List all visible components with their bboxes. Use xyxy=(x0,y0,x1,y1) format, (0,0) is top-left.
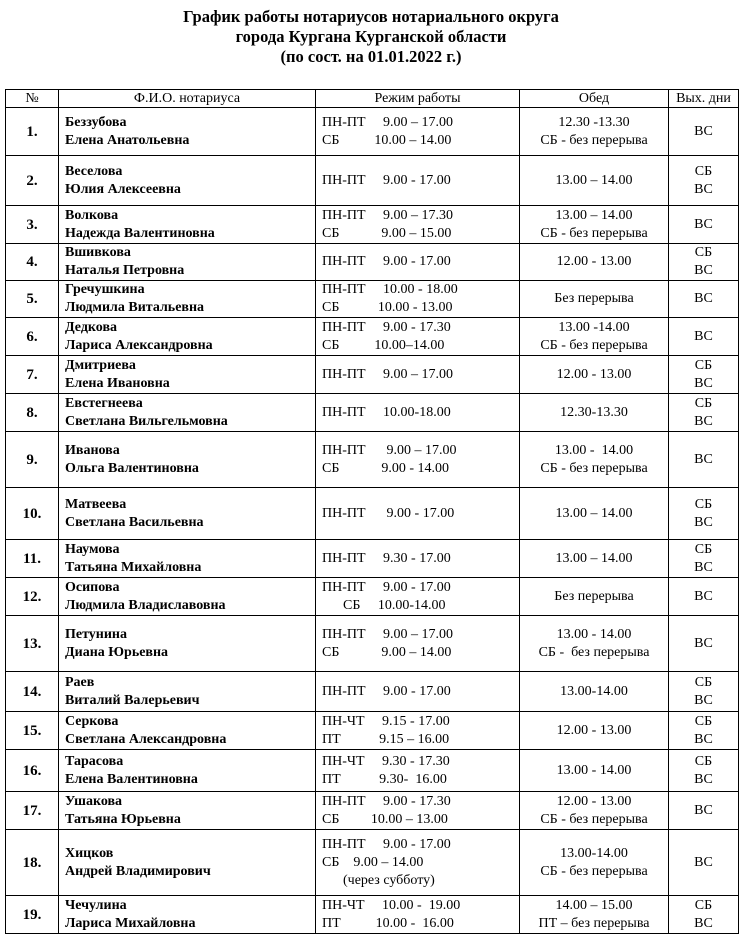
table-row xyxy=(6,156,739,206)
table-row xyxy=(6,540,739,578)
days-off: СБ ВС xyxy=(669,750,739,792)
table-row xyxy=(6,578,739,616)
work-schedule: ПН-ПТ 9.30 - 17.00 xyxy=(316,540,520,578)
lunch-break: 12.00 - 13.00 xyxy=(520,356,669,394)
notary-name: Осипова Людмила Владиславовна xyxy=(59,578,316,616)
work-schedule: ПН-ПТ 9.00 – 17.30 СБ 9.00 – 15.00 xyxy=(316,206,520,244)
lunch-break: 13.00 -14.00 СБ - без перерыва xyxy=(520,318,669,356)
work-schedule: ПН-ЧТ 9.30 - 17.30 ПТ 9.30- 16.00 xyxy=(316,750,520,792)
work-schedule: ПН-ПТ 9.00 - 17.00 xyxy=(316,156,520,206)
header-days-off: Вых. дни xyxy=(669,90,739,108)
days-off: ВС xyxy=(669,318,739,356)
title-line-1: График работы нотариусов нотариального округа xyxy=(183,7,559,26)
header-schedule: Режим работы xyxy=(316,90,520,108)
table-row xyxy=(6,616,739,672)
days-off: СБ ВС xyxy=(669,712,739,750)
table-row xyxy=(6,750,739,792)
notary-name: Петунина Диана Юрьевна xyxy=(59,616,316,672)
lunch-break: 12.00 - 13.00 СБ - без перерыва xyxy=(520,792,669,830)
row-number: 11. xyxy=(6,540,59,578)
notary-name: Гречушкина Людмила Витальевна xyxy=(59,281,316,318)
table-row xyxy=(6,672,739,712)
days-off: ВС xyxy=(669,830,739,896)
row-number: 18. xyxy=(6,830,59,896)
title-line-2: города Кургана Курганской области xyxy=(235,27,507,46)
work-schedule: ПН-ПТ 9.00 – 17.00 xyxy=(316,356,520,394)
lunch-break: 13.00 – 14.00 СБ - без перерыва xyxy=(520,206,669,244)
lunch-break: 13.00 – 14.00 xyxy=(520,488,669,540)
row-number: 12. xyxy=(6,578,59,616)
notary-schedule-table xyxy=(5,89,739,934)
table-row xyxy=(6,108,739,156)
lunch-break: 12.00 - 13.00 xyxy=(520,244,669,281)
notary-name: Хицков Андрей Владимирович xyxy=(59,830,316,896)
lunch-break: 13.00-14.00 СБ - без перерыва xyxy=(520,830,669,896)
days-off: СБ ВС xyxy=(669,394,739,432)
work-schedule: ПН-ПТ 9.00 - 17.00 xyxy=(316,672,520,712)
notary-name: Дмитриева Елена Ивановна xyxy=(59,356,316,394)
notary-name: Иванова Ольга Валентиновна xyxy=(59,432,316,488)
row-number: 17. xyxy=(6,792,59,830)
lunch-break: 13.00 – 14.00 xyxy=(520,540,669,578)
notary-name: Чечулина Лариса Михайловна xyxy=(59,896,316,934)
row-number: 2. xyxy=(6,156,59,206)
table-row xyxy=(6,206,739,244)
table-row xyxy=(6,896,739,934)
notary-name: Беззубова Елена Анатольевна xyxy=(59,108,316,156)
notary-name: Дедкова Лариса Александровна xyxy=(59,318,316,356)
days-off: СБ ВС xyxy=(669,156,739,206)
row-number: 9. xyxy=(6,432,59,488)
row-number: 13. xyxy=(6,616,59,672)
notary-name: Матвеева Светлана Васильевна xyxy=(59,488,316,540)
days-off: ВС xyxy=(669,792,739,830)
lunch-break: 13.00 - 14.00 xyxy=(520,750,669,792)
lunch-break: 12.30-13.30 xyxy=(520,394,669,432)
work-schedule: ПН-ПТ 10.00 - 18.00 СБ 10.00 - 13.00 xyxy=(316,281,520,318)
row-number: 6. xyxy=(6,318,59,356)
row-number: 10. xyxy=(6,488,59,540)
notary-name: Веселова Юлия Алексеевна xyxy=(59,156,316,206)
row-number: 4. xyxy=(6,244,59,281)
lunch-break: 12.30 -13.30 СБ - без перерыва xyxy=(520,108,669,156)
days-off: ВС xyxy=(669,108,739,156)
notary-name: Волкова Надежда Валентиновна xyxy=(59,206,316,244)
table-row xyxy=(6,281,739,318)
work-schedule: ПН-ПТ 10.00-18.00 xyxy=(316,394,520,432)
lunch-break: 13.00 - 14.00 СБ - без перерыва xyxy=(520,616,669,672)
table-header-row xyxy=(6,90,739,108)
notary-name: Серкова Светлана Александровна xyxy=(59,712,316,750)
days-off: ВС xyxy=(669,578,739,616)
table-row xyxy=(6,830,739,896)
row-number: 8. xyxy=(6,394,59,432)
header-lunch: Обед xyxy=(520,90,669,108)
work-schedule: ПН-ПТ 9.00 - 17.00 xyxy=(316,244,520,281)
table-row xyxy=(6,488,739,540)
work-schedule: ПН-ПТ 9.00 – 17.00 СБ 9.00 – 14.00 xyxy=(316,616,520,672)
notary-name: Евстегнеева Светлана Вильгельмовна xyxy=(59,394,316,432)
header-number: № xyxy=(6,90,59,108)
row-number: 3. xyxy=(6,206,59,244)
days-off: СБ ВС xyxy=(669,244,739,281)
days-off: СБ ВС xyxy=(669,672,739,712)
table-row xyxy=(6,432,739,488)
days-off: ВС xyxy=(669,281,739,318)
notary-name: Вшивкова Наталья Петровна xyxy=(59,244,316,281)
table-row xyxy=(6,244,739,281)
header-name: Ф.И.О. нотариуса xyxy=(59,90,316,108)
row-number: 5. xyxy=(6,281,59,318)
table-row xyxy=(6,394,739,432)
work-schedule: ПН-ЧТ 9.15 - 17.00 ПТ 9.15 – 16.00 xyxy=(316,712,520,750)
table-row xyxy=(6,356,739,394)
lunch-break: 13.00 – 14.00 xyxy=(520,156,669,206)
days-off: СБ ВС xyxy=(669,356,739,394)
row-number: 19. xyxy=(6,896,59,934)
lunch-break: 12.00 - 13.00 xyxy=(520,712,669,750)
row-number: 15. xyxy=(6,712,59,750)
row-number: 14. xyxy=(6,672,59,712)
table-row xyxy=(6,318,739,356)
work-schedule: ПН-ПТ 9.00 - 17.30 СБ 10.00–14.00 xyxy=(316,318,520,356)
row-number: 1. xyxy=(6,108,59,156)
lunch-break: Без перерыва xyxy=(520,578,669,616)
notary-name: Тарасова Елена Валентиновна xyxy=(59,750,316,792)
work-schedule: ПН-ПТ 9.00 – 17.00 СБ 9.00 - 14.00 xyxy=(316,432,520,488)
table-row xyxy=(6,792,739,830)
title-line-3: (по сост. на 01.01.2022 г.) xyxy=(280,47,462,66)
work-schedule: ПН-ПТ 9.00 - 17.00 xyxy=(316,488,520,540)
lunch-break: 13.00 - 14.00 СБ - без перерыва xyxy=(520,432,669,488)
work-schedule: ПН-ПТ 9.00 - 17.00 СБ 9.00 – 14.00 (через субботу) xyxy=(316,830,520,896)
lunch-break: Без перерыва xyxy=(520,281,669,318)
work-schedule: ПН-ЧТ 10.00 - 19.00 ПТ 10.00 - 16.00 xyxy=(316,896,520,934)
row-number: 7. xyxy=(6,356,59,394)
work-schedule: ПН-ПТ 9.00 - 17.00 СБ 10.00-14.00 xyxy=(316,578,520,616)
notary-name: Раев Виталий Валерьевич xyxy=(59,672,316,712)
days-off: ВС xyxy=(669,432,739,488)
lunch-break: 13.00-14.00 xyxy=(520,672,669,712)
work-schedule: ПН-ПТ 9.00 - 17.30 СБ 10.00 – 13.00 xyxy=(316,792,520,830)
row-number: 16. xyxy=(6,750,59,792)
days-off: СБ ВС xyxy=(669,540,739,578)
table-row xyxy=(6,712,739,750)
days-off: СБ ВС xyxy=(669,896,739,934)
notary-name: Наумова Татьяна Михайловна xyxy=(59,540,316,578)
days-off: ВС xyxy=(669,616,739,672)
work-schedule: ПН-ПТ 9.00 – 17.00 СБ 10.00 – 14.00 xyxy=(316,108,520,156)
notary-name: Ушакова Татьяна Юрьевна xyxy=(59,792,316,830)
lunch-break: 14.00 – 15.00 ПТ – без перерыва xyxy=(520,896,669,934)
days-off: ВС xyxy=(669,206,739,244)
days-off: СБ ВС xyxy=(669,488,739,540)
document-title xyxy=(0,0,742,66)
